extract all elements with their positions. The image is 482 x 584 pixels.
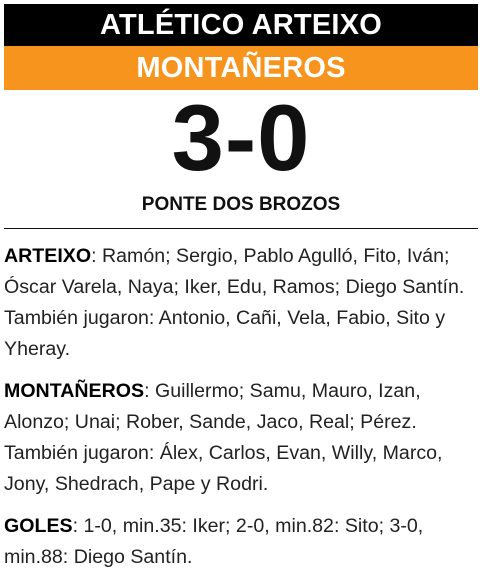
away-lineup bbox=[4, 376, 478, 500]
away-team-banner bbox=[4, 46, 478, 90]
goals-text: : 1-0, min.35: Iker; 2-0, min.82: Sito; 3-0, min.88: Diego Santín. bbox=[4, 515, 424, 568]
home-lineup-text: : Ramón; Sergio, Pablo Agulló, Fito, Iván; Óscar Varela, Naya; Iker, Edu, Ramos; Diego Santín. También jugaron: Antonio, Cañi, Vela, Fabio, Sito y Yheray. bbox=[4, 245, 465, 360]
home-lineup bbox=[4, 241, 478, 365]
goals-label: GOLES bbox=[4, 515, 73, 537]
home-team-name: ATLÉTICO ARTEIXO bbox=[100, 8, 382, 41]
venue-name: PONTE DOS BROZOS bbox=[141, 194, 341, 215]
goals-summary bbox=[4, 511, 478, 573]
away-team-name: MONTAÑEROS bbox=[136, 51, 346, 84]
home-lineup-label: ARTEIXO bbox=[4, 245, 92, 267]
away-lineup-label: MONTAÑEROS bbox=[4, 380, 145, 402]
away-lineup-text: : Guillermo; Samu, Mauro, Izan, Alonzo; Unai; Rober, Sande, Jaco, Real; Pérez. También jugaron: Álex, Carlos, Evan, Willy, Marco, Jony, Shedrach, Pape y Rodri. bbox=[4, 380, 443, 495]
divider bbox=[4, 228, 478, 229]
final-score: 3-0 bbox=[171, 85, 311, 190]
home-team-banner bbox=[4, 4, 478, 46]
